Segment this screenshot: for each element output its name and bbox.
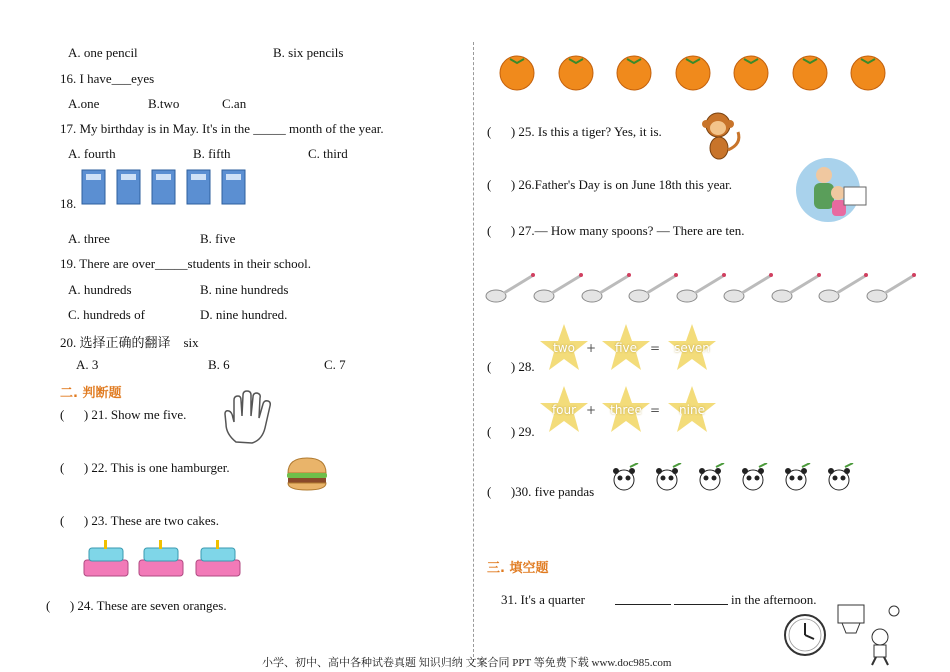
book-icon (82, 170, 105, 204)
q28-word-2: five (614, 341, 638, 355)
spoon-icon (486, 273, 535, 302)
q28-word-1: two (553, 341, 575, 355)
orange-icon (793, 56, 827, 90)
q15-option-a: A. one pencil (68, 45, 138, 60)
column-divider (473, 42, 474, 662)
orange-icon (500, 56, 534, 90)
q18-stem: 18. (60, 196, 77, 211)
spoons-image (484, 260, 920, 308)
q17-option-c: C. third (308, 146, 348, 161)
clock-icon (783, 613, 827, 657)
spoon-icon (582, 273, 631, 302)
q16-option-c: C.an (222, 96, 247, 111)
q22-text: ( ) 22. This is one hamburger. (60, 460, 230, 475)
books-image (80, 168, 255, 208)
panda-icon (699, 463, 724, 490)
father-daughter-image (792, 157, 874, 223)
q24-text: ( ) 24. These are seven oranges. (46, 598, 227, 613)
q31-lead: 31. It's a quarter (501, 592, 585, 607)
q26-text: ( ) 26.Father's Day is on June 18th this year. (487, 177, 732, 192)
q21-text: ( ) 21. Show me five. (60, 407, 187, 422)
q16-option-a: A.one (68, 96, 100, 111)
q16-stem: 16. I have___eyes (60, 71, 155, 86)
q20-stem: 20. 选择正确的翻译 six (60, 335, 199, 350)
q20-option-b: B. 6 (208, 357, 230, 372)
cake-icon (84, 540, 128, 576)
spoon-icon (629, 273, 678, 302)
q28-paren: ( ) 28. (487, 359, 535, 374)
hamburger-icon (284, 455, 330, 493)
panda-icon (613, 463, 638, 490)
q19-option-b: B. nine hundreds (200, 282, 289, 297)
hand-icon (222, 390, 276, 446)
q19-option-a: A. hundreds (68, 282, 132, 297)
spoon-icon (867, 273, 916, 302)
q31-tail: in the afternoon. (731, 592, 817, 607)
monkey-icon (698, 110, 744, 164)
book-icon (222, 170, 245, 204)
q28-word-3: seven (674, 341, 710, 355)
q29-paren: ( ) 29. (487, 424, 535, 439)
q17-option-b: B. fifth (193, 146, 231, 161)
q28-equals: = (650, 341, 661, 355)
panda-icon (656, 463, 681, 490)
q19-option-c: C. hundreds of (68, 307, 145, 322)
orange-icon (617, 56, 651, 90)
spoon-icon (534, 273, 583, 302)
orange-icon (851, 56, 885, 90)
q29-word-3: nine (679, 403, 705, 417)
book-icon (117, 170, 140, 204)
cake-icon (139, 540, 183, 576)
book-icon (152, 170, 175, 204)
orange-icon (676, 56, 710, 90)
book-icon (187, 170, 210, 204)
q30-text: ( )30. five pandas (487, 484, 595, 499)
q18-option-a: A. three (68, 231, 110, 246)
section-2-title: 二. 判断题 (60, 386, 122, 401)
q23-text: ( ) 23. These are two cakes. (60, 513, 219, 528)
panda-icon (742, 463, 767, 490)
q18-option-b: B. five (200, 231, 236, 246)
spoon-icon (819, 273, 868, 302)
pandas-image (612, 463, 860, 497)
section-3-title: 三. 填空题 (487, 561, 549, 576)
panda-icon (828, 463, 853, 490)
q19-stem: 19. There are over_____students in their school. (60, 256, 312, 271)
q17-stem: 17. My birthday is in May. It's in the _____ month of the year. (60, 121, 384, 136)
q29-equals: = (650, 403, 661, 417)
panda-icon (785, 463, 810, 490)
q20-option-c: C. 7 (324, 357, 346, 372)
q31-blank-1[interactable] (615, 604, 671, 605)
q16-option-b: B.two (148, 96, 180, 111)
q19-option-d: D. nine hundred. (200, 307, 288, 322)
q17-option-a: A. fourth (68, 146, 116, 161)
q28-plus: + (586, 341, 597, 355)
q29-word-1: four (551, 403, 577, 417)
q20-option-a: A. 3 (76, 357, 99, 372)
q31-blank-2[interactable] (674, 604, 728, 605)
q29-plus: + (586, 403, 597, 417)
q29-word-2: three (610, 403, 642, 417)
page-footer: 小学、初中、高中各种试卷真题 知识归纳 文案合同 PPT 等免费下载 www.doc985.com (262, 657, 672, 669)
q25-text: ( ) 25. Is this a tiger? Yes, it is. (487, 124, 662, 139)
boy-basketball-icon (836, 601, 904, 667)
spoon-icon (724, 273, 773, 302)
spoon-icon (677, 273, 726, 302)
oranges-image (498, 52, 890, 94)
cake-icon (196, 540, 240, 576)
q27-text: ( ) 27.— How many spoons? — There are ten. (487, 223, 745, 238)
orange-icon (559, 56, 593, 90)
spoon-icon (772, 273, 821, 302)
cakes-image (80, 538, 245, 580)
q15-option-b: B. six pencils (273, 45, 344, 60)
orange-icon (734, 56, 768, 90)
